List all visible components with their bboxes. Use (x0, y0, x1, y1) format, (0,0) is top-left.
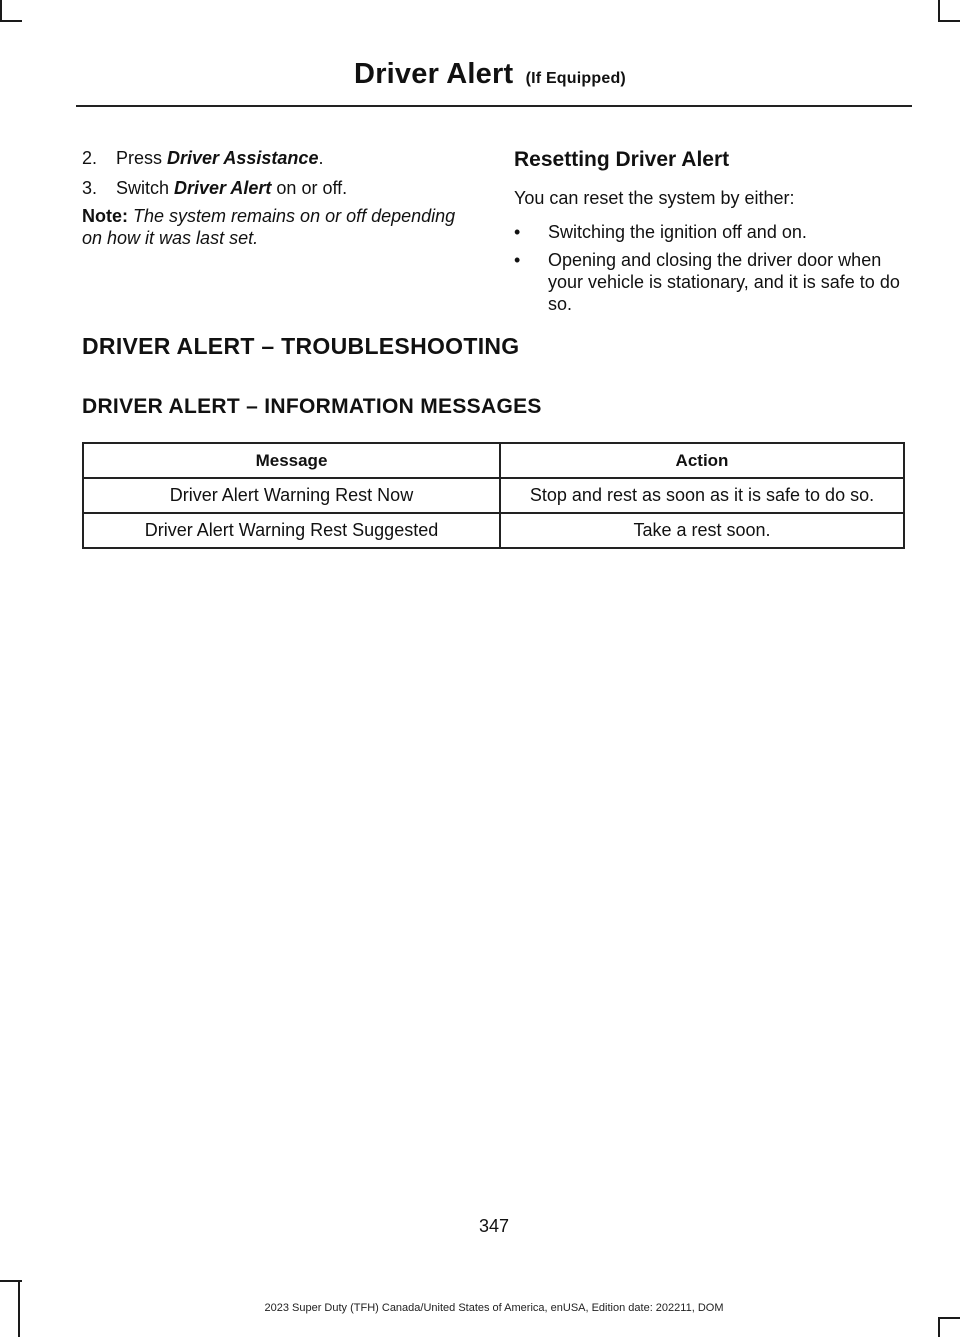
table-row (83, 478, 904, 513)
crop-mark (0, 20, 22, 22)
crop-mark (938, 0, 940, 22)
table-row (83, 513, 904, 548)
header-subtitle: (If Equipped) (525, 70, 626, 87)
messages-table (82, 442, 905, 549)
step-item (82, 175, 462, 201)
right-column (514, 145, 909, 321)
crop-mark (938, 1317, 940, 1337)
note (82, 205, 462, 249)
step-suffix: on or off. (276, 178, 348, 198)
table-cell: Driver Alert Warning Rest Suggested (83, 513, 500, 548)
left-column (82, 145, 462, 249)
crop-mark (938, 1317, 960, 1319)
step-number: 2. (82, 148, 98, 168)
list-item (514, 249, 909, 315)
note-label: Note: (82, 206, 128, 226)
column-header: Message (83, 443, 500, 478)
step-emphasis: Driver Assistance (167, 148, 319, 168)
messages-heading: DRIVER ALERT – INFORMATION MESSAGES (82, 395, 542, 418)
section-intro: You can reset the system by either: (514, 188, 795, 208)
table-cell: Driver Alert Warning Rest Now (83, 478, 500, 513)
step-prefix: Switch (116, 178, 170, 198)
step-prefix: Press (116, 148, 163, 168)
crop-mark (938, 20, 960, 22)
bullet-icon: • (514, 222, 521, 242)
header-divider (76, 105, 912, 107)
table-cell: Stop and rest as soon as it is safe to do so. (500, 478, 904, 513)
section-title: Resetting Driver Alert (514, 148, 730, 171)
step-number: 3. (82, 178, 98, 198)
table-header-row (83, 443, 904, 478)
column-header: Action (500, 443, 904, 478)
step-item (82, 145, 462, 171)
page-number: 347 (478, 1216, 510, 1236)
list-item-text: Switching the ignition off and on. (548, 222, 807, 242)
list-item (514, 221, 909, 243)
header-title: Driver Alert (354, 58, 514, 90)
step-emphasis: Driver Alert (174, 178, 272, 198)
bullet-icon: • (514, 250, 521, 270)
list-item-text: Opening and closing the driver door when your vehicle is stationary, and it is safe to do so. (548, 250, 900, 314)
crop-mark (0, 0, 2, 22)
page-header (0, 58, 960, 91)
footer-text: 2023 Super Duty (TFH) Canada/United States of America, enUSA, Edition date: 202211, DOM (264, 1302, 724, 1314)
step-suffix: . (318, 148, 324, 168)
note-text: The system remains on or off depending on how it was last set. (82, 206, 456, 248)
troubleshooting-heading: DRIVER ALERT – TROUBLESHOOTING (82, 333, 520, 359)
table-cell: Take a rest soon. (500, 513, 904, 548)
